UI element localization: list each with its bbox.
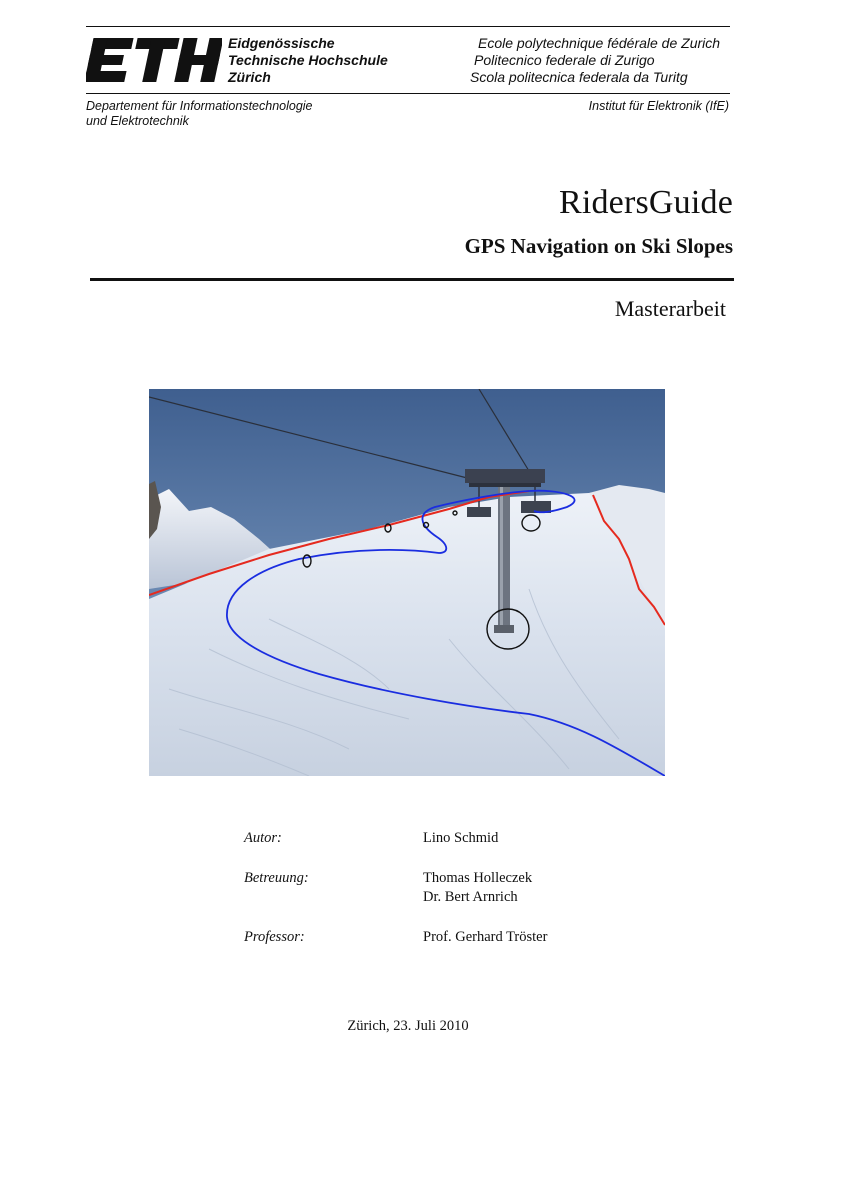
university-name-de-line-3: Zürich <box>228 69 271 85</box>
ski-slope-photo <box>149 389 665 776</box>
university-name-de-line-2: Technische Hochschule <box>228 52 388 68</box>
supervision-label: Betreuung: <box>244 870 309 886</box>
supervisor-name: Dr. Bert Arnrich <box>423 889 518 905</box>
university-name-rm: Scola politecnica federala da Turitg <box>470 69 688 85</box>
header-top-rule <box>86 26 730 27</box>
thesis-type: Masterarbeit <box>614 296 726 321</box>
department-line-2: und Elektrotechnik <box>86 114 189 128</box>
institute: Institut für Elektronik (IfE) <box>588 99 729 113</box>
university-name-de-line-1: Eidgenössische <box>228 35 335 51</box>
eth-logo <box>86 36 222 84</box>
professor-label: Professor: <box>244 929 305 945</box>
department-line-1: Departement für Informationstechnologie <box>86 99 313 113</box>
university-name-it: Politecnico federale di Zurigo <box>474 52 655 68</box>
supervisor-name: Thomas Holleczek <box>423 870 533 886</box>
title-rule <box>90 278 734 281</box>
professor-name: Prof. Gerhard Tröster <box>423 929 548 945</box>
thesis-subtitle: GPS Navigation on Ski Slopes <box>464 234 733 258</box>
thesis-title: RidersGuide <box>558 184 733 221</box>
submission-date: Zürich, 23. Juli 2010 <box>347 1018 469 1034</box>
author-label: Autor: <box>244 830 282 846</box>
author-name: Lino Schmid <box>423 830 499 846</box>
header-bottom-rule <box>86 93 730 94</box>
university-name-fr: Ecole polytechnique fédérale de Zurich <box>478 35 721 51</box>
